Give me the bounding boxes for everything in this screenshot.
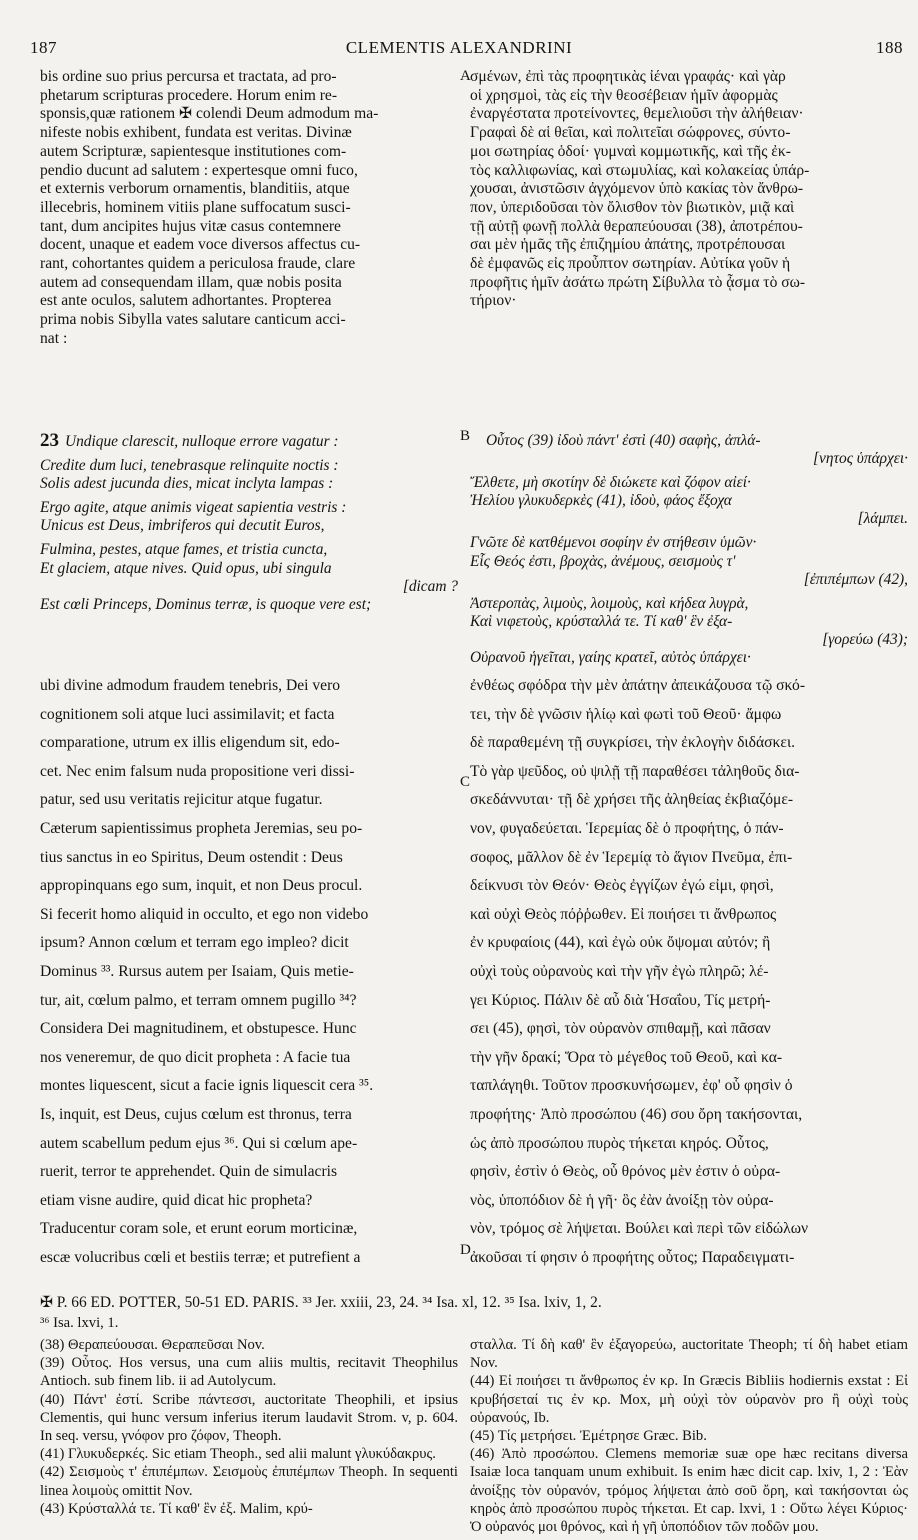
footnotes-right	[470, 1336, 908, 1536]
text-line: Γραφαὶ δὲ αἱ θεῖαι, καὶ πολιτεῖαι σώφρονες, σύντο-	[470, 124, 791, 142]
text-line: prima nobis Sibylla vates salutare canticum acci-	[40, 311, 346, 329]
text-line: χουσαι, ἀνιστῶσιν ἀγχόμενον ὑπὸ κακίας τὸν ἄνθρω-	[470, 180, 804, 198]
verse-line: Εἷς Θεός ἐστι, βροχὰς, ἀνέμους, σεισμοὺς τ'	[470, 552, 736, 570]
text-line: τῇ αὐτῇ φωνῇ πολλὰ θεραπεύουσαι (38), ἀποτρέπου-	[470, 217, 803, 235]
verse-line: Fulmina, pestes, atque fames, et tristia cuncta,	[40, 541, 328, 559]
text-line: cet. Nec enim falsum nuda propositione veri dissi-	[40, 762, 355, 780]
verse-line: Unicus est Deus, imbriferos qui decutit Euros,	[40, 517, 325, 535]
text-line: ruerit, terror te apprehendet. Quin de simulacris	[40, 1163, 338, 1181]
text-line: σκεδάννυται· τῇ δὲ χρήσει τῆς ἀληθείας ἐκβιαζόμε-	[470, 791, 794, 809]
text-line: tur, ait, cœlum palmo, et terram omnem pugillo ³⁴?	[40, 991, 357, 1009]
text-line: illecebris, hominem vitiis plane suffocatum susci-	[40, 198, 351, 216]
footnote: (43) Κρύσταλλά τε. Τί καθ' ἓν ἐξ. Malim, κρύ-	[40, 1500, 313, 1517]
footnote: σταλλα. Τί δὴ καθ' ἓν ἐξαγορεύω, auctoritate Theoph; τί δὴ habet etiam Nov.	[470, 1337, 908, 1372]
text-line: nifeste nobis exhibent, fundata est veritas. Divinæ	[40, 124, 352, 142]
text-line: μοι σωτηρίας ὁδοί· γυμναὶ κομμωτικῆς, καὶ τῆς ἐκ-	[470, 142, 791, 160]
text-line: Si fecerit homo aliquid in occulto, et ego non videbo	[40, 905, 369, 923]
text-line: οἱ χρησμοὶ, τὰς εἰς τὴν θεοσέβειαν ἡμῖν ἀφορμὰς	[470, 86, 778, 104]
verse-line: Καὶ νιφετοὺς, κρύσταλλά τε. Τί καθ' ἓν ἐξα-	[470, 612, 733, 630]
text-line: phetarum scripturas procedere. Horum enim re-	[40, 86, 338, 104]
text-line: σαι μὲν ἡμᾶς τῆς ἐπιζημίου ἀπάτης, προτρέπουσαι	[470, 236, 786, 254]
text-line: προφῆτις ἡμῖν ἀσάτω πρώτη Σίβυλλα τὸ ᾆσμα τὸ σω-	[470, 273, 806, 291]
verse-line: [νητος ὑπάρχει·	[813, 450, 908, 468]
verse-line: Credite dum luci, tenebrasque relinquite noctis :	[40, 457, 339, 475]
section-number: 23	[40, 432, 59, 451]
verse-line: [λάμπει.	[857, 510, 908, 528]
verse-line: Solis adest jucunda dies, micat inclyta lampas :	[40, 475, 334, 493]
text-line: νὸς, ὑποπόδιον δὲ ἡ γῆ· ὃς ἐὰν ἀνοίξῃ τὸν οὐρα-	[470, 1191, 774, 1209]
text-line: comparatione, utrum ex illis eligendum sit, edo-	[40, 734, 340, 752]
margin-letter-b: B	[460, 428, 471, 444]
greek-text-top	[470, 68, 908, 311]
text-line: σμένων, ἐπὶ τὰς προφητικὰς ἰέναι γραφάς· καὶ γὰρ	[470, 68, 786, 85]
latin-text-bottom	[40, 672, 458, 1272]
greek-text-bottom	[470, 672, 908, 1272]
verse-line: Undique clarescit, nulloque errore vagatur :	[65, 433, 339, 450]
footnote: (39) Οὗτος. Hos versus, una cum aliis multis, recitavit Theophilus Antioch. sub finem lib. ii ad Autolycum.	[40, 1355, 458, 1390]
text-line: ipsum? Annon cœlum et terram ego impleo? dicit	[40, 934, 349, 952]
latin-poem	[40, 432, 458, 620]
verse-line: Est cœli Princeps, Dominus terræ, is quoque vere est;	[40, 595, 372, 613]
verse-line: [ἐπιπέμπων (42),	[803, 570, 908, 588]
verse-line: Ἀστεροπὰς, λιμοὺς, λοιμοὺς, καὶ κήδεα λυγρὰ,	[470, 594, 749, 612]
text-line: montes liquescent, sicut a facie ignis liquescit cera ³⁵.	[40, 1077, 374, 1095]
edition-reference-line: ³⁶ Isa. lxvi, 1.	[40, 1315, 119, 1331]
text-line: bis ordine suo prius percursa et tractata, ad pro-	[40, 68, 337, 85]
page-number-right: 188	[876, 38, 903, 57]
footnote: (45) Τίς μετρήσει. Ἐμέτρησε Græc. Bib.	[470, 1428, 707, 1445]
text-line: Cæterum sapientissimus propheta Jeremias, seu po-	[40, 819, 363, 837]
text-line: φησὶν, ἐστὶν ὁ Θεὸς, οὗ θρόνος μὲν ἐστιν ὁ οὐρα-	[470, 1163, 781, 1181]
running-title: CLEMENTIS ALEXANDRINI	[345, 38, 573, 57]
text-line: ἀκοῦσαι τί φησιν ὁ προφήτης οὗτος; Παραδειγματι-	[470, 1248, 795, 1266]
text-line: nos veneremur, de quo dicit propheta : A facie tua	[40, 1048, 351, 1066]
text-line: οὐχὶ τοὺς οὐρανοὺς καὶ τὴν γῆν ἐγὼ πληρῶ; λέ-	[470, 962, 769, 980]
text-line: ἐν κρυφαίοις (44), καὶ ἐγὼ οὐκ ὄψομαι αὐτόν; ἢ	[470, 934, 771, 952]
text-line: escæ volucribus cœli et bestiis terræ; et putrefient a	[40, 1248, 361, 1266]
edition-reference-line: ✠ P. 66 ED. POTTER, 50-51 ED. PARIS. ³³ Jer. xxiii, 23, 24. ³⁴ Isa. xl, 12. ³⁵ Isa. lxiv, 1, 2.	[40, 1294, 602, 1311]
text-line: et externis verborum ornamentis, blanditiis, atque	[40, 180, 350, 198]
text-line: rant, cohortantes quidem a periculosa fraude, clare	[40, 255, 356, 273]
edition-references	[40, 1294, 908, 1313]
text-line: sponsis,quæ rationem ✠ colendi Deum admodum ma-	[40, 105, 379, 123]
text-line: autem ad consequendam illam, quæ nobis posita	[40, 273, 342, 291]
text-line: ἐναργέστατα προτείνοντες, θεμελιοῦσι τὴν ἀλήθειαν·	[470, 105, 804, 123]
text-line: δὲ παραθεμένη τῇ συγκρίσει, τὴν ἐκλογὴν διδάσκει.	[470, 734, 796, 752]
verse-line: [γορεύω (43);	[822, 630, 908, 648]
text-line: tius sanctus in eo Spiritus, Deum ostendit : Deus	[40, 848, 343, 866]
footnote: (41) Γλυκυδερκές. Sic etiam Theoph., sed alii malunt γλυκύδακρυς.	[40, 1446, 436, 1463]
text-line: σει (45), φησὶ, τὸν οὐρανὸν σπιθαμῇ, καὶ πᾶσαν	[470, 1020, 771, 1038]
footnotes-left	[40, 1336, 458, 1518]
margin-letter-a: A	[460, 68, 471, 84]
text-line: δείκνυσι τὸν Θεόν· Θεὸς ἐγγίζων ἐγώ εἰμι, φησὶ,	[470, 877, 774, 895]
scripture-reference-continued	[40, 1314, 458, 1332]
text-line: πον, ὑπεριδοῦσαι τὸν ὄλισθον τὸν βιωτικὸν, μιᾷ καὶ	[470, 198, 795, 216]
text-line: nat :	[40, 329, 68, 347]
margin-letter-d: D	[460, 1242, 471, 1258]
text-line: autem Scripturæ, sapientesque institutiones com-	[40, 142, 347, 160]
text-line: δὲ ἐμφανῶς εἰς προὖπτον σωτηρίαν. Αὐτίκα γοῦν ἡ	[470, 255, 791, 273]
verse-line: [dicam ?	[402, 577, 458, 595]
verse-line: Ergo agite, atque animis vigeat sapientia vestris :	[40, 499, 347, 517]
text-line: ubi divine admodum fraudem tenebris, Dei vero	[40, 677, 341, 694]
footnote: (40) Πάντ' ἐστί. Scribe πάντεσσι, auctoritate Theophili, et ipsius Clementis, qui hunc versum inferius iterum laudavit Strom. v, p. 604. In seq. versu, γνόφον pro ζόφον, Theoph.	[40, 1391, 458, 1445]
text-line: est ante oculos, salutem adhortantes. Propterea	[40, 292, 332, 310]
text-line: tant, dum ancipites hujus vitæ casus contemnere	[40, 217, 341, 235]
verse-line: Ἠελίου γλυκυδερκὲς (41), ἰδοὺ, φάος ἔξοχα	[470, 492, 732, 510]
text-line: νον, φυγαδεύεται. Ἱερεμίας δὲ ὁ προφήτης, ὁ πάν-	[470, 819, 784, 837]
text-line: νὸν, τρόμος σὲ λήψεται. Βούλει καὶ περὶ τῶν εἰδώλων	[470, 1220, 809, 1238]
text-line: etiam visne audire, quid dicat hic propheta?	[40, 1191, 313, 1209]
text-line: καὶ οὐχὶ Θεὸς πόῤῥωθεν. Εἰ ποιήσει τι ἄνθρωπος	[470, 905, 777, 923]
text-line: τει, τὴν δὲ γνῶσιν ἡλίῳ καὶ φωτὶ τοῦ Θεοῦ· ἄμφω	[470, 705, 782, 723]
text-line: appropinquans ego sum, inquit, et non Deus procul.	[40, 877, 363, 895]
verse-line: Et glaciem, atque nives. Quid opus, ubi singula	[40, 559, 332, 577]
footnote: (42) Σεισμοὺς τ' ἐπιπέμπων. Σεισμοὺς ἐπιπέμπων Theoph. In sequenti linea λοιμοὺς omittit Nov.	[40, 1464, 458, 1499]
verse-line: Ἔλθετε, μὴ σκοτίην δὲ διώκετε καὶ ζόφον αἰεί·	[470, 474, 751, 492]
text-line: patur, sed usu veritatis rejicitur atque fugatur.	[40, 791, 323, 809]
footnote: (46) Ἀπὸ προσώπου. Clemens memoriæ suæ ope hæc recitans diversa Isaiæ loca tanquam unum exhibuit. Is enim hæc dicit cap. lxiv, 1, 2 : Ἐὰν ἀνοίξῃς τὸν οὐρανόν, τρόμος λήψεται ἀπὸ σοῦ ὄρη, καὶ τακήσονται ὡς κηρὸς ἀπὸ προσώπου πυρὸς τήκεται. Et cap. lxvi, 1 : Οὕτω λέγει Κύριος· Ὁ οὐρανός μοι θρόνος, καὶ ἡ γῆ ὑποπόδιον τῶν ποδῶν μου.	[470, 1446, 908, 1536]
text-line: Dominus ³³. Rursus autem per Isaiam, Quis metie-	[40, 962, 354, 980]
text-line: τὸς καλλιφωνίας, καὶ στωμυλίας, καὶ κολακείας ὑπάρ-	[470, 161, 810, 179]
footnote: (44) Εἰ ποιήσει τι ἄνθρωπος ἐν κρ. In Græcis Bibliis hodiernis exstat : Εἰ κρυβήσεταί τις ἐν κρ. Mox, μὴ οὐχὶ τὸν οὐρανὸν pro ἢ οὐχὶ τοὺς οὐρανούς, Ib.	[470, 1373, 908, 1426]
text-line: Traducentur coram sole, et erunt eorum morticinæ,	[40, 1220, 358, 1238]
latin-text-top	[40, 68, 458, 349]
margin-letter-c: C	[460, 774, 471, 790]
footnote: (38) Θεραπεύουσαι. Θεραπεῦσαι Nov.	[40, 1337, 265, 1353]
text-line: ὡς ἀπὸ προσώπου πυρὸς τήκεται κηρός. Οὗτος,	[470, 1134, 769, 1152]
text-line: γει Κύριος. Πάλιν δὲ αὖ διὰ Ἡσαΐου, Τίς μετρή-	[470, 991, 771, 1009]
verse-line: Οὐρανοῦ ἡγεῖται, γαίης κρατεῖ, αὐτὸς ὑπάρχει·	[470, 649, 751, 667]
text-line: docent, unaque et eadem voce diversos affectus cu-	[40, 236, 361, 254]
text-line: ἐνθέως σφόδρα τὴν μὲν ἀπάτην ἀπεικάζουσα τῷ σκό-	[470, 677, 806, 694]
text-line: Is, inquit, est Deus, cujus cœlum est thronus, terra	[40, 1105, 352, 1123]
text-line: σοφος, μᾶλλον δὲ ἐν Ἱερεμίᾳ τὸ ἅγιον Πνεῦμα, ἐπι-	[470, 848, 793, 866]
text-line: cognitionem soli atque luci assimilavit; et facta	[40, 705, 335, 723]
page-number-left: 187	[30, 38, 57, 57]
greek-poem	[470, 432, 908, 673]
text-line: autem scabellum pedum ejus ³⁶. Qui si cœlum ape-	[40, 1134, 358, 1152]
text-line: pendio ducunt ad salutem : expertesque omni fuco,	[40, 161, 358, 179]
text-line: τὴν γῆν δρακί; Ὅρα τὸ μέγεθος τοῦ Θεοῦ, καὶ κα-	[470, 1048, 783, 1066]
verse-line: Γνῶτε δὲ κατθέμενοι σοφίην ἐν στήθεσιν ὑμῶν·	[470, 534, 757, 552]
verse-line: Οὗτος (39) ἰδοὺ πάντ' ἐστὶ (40) σαφὴς, ἀπλά-	[486, 432, 761, 449]
text-line: ταπλάγηθι. Τοῦτον προσκυνήσωμεν, ἐφ' οὗ φησὶν ὁ	[470, 1077, 793, 1095]
text-line: Τὸ γὰρ ψεῦδος, οὐ ψιλῇ τῇ παραθέσει τἀληθοῦς δια-	[470, 762, 800, 780]
text-line: Considera Dei magnitudinem, et obstupesce. Hunc	[40, 1020, 357, 1038]
text-line: τήριον·	[470, 292, 517, 310]
text-line: προφήτης· Ἀπὸ προσώπου (46) σου ὄρη τακήσονται,	[470, 1105, 803, 1123]
